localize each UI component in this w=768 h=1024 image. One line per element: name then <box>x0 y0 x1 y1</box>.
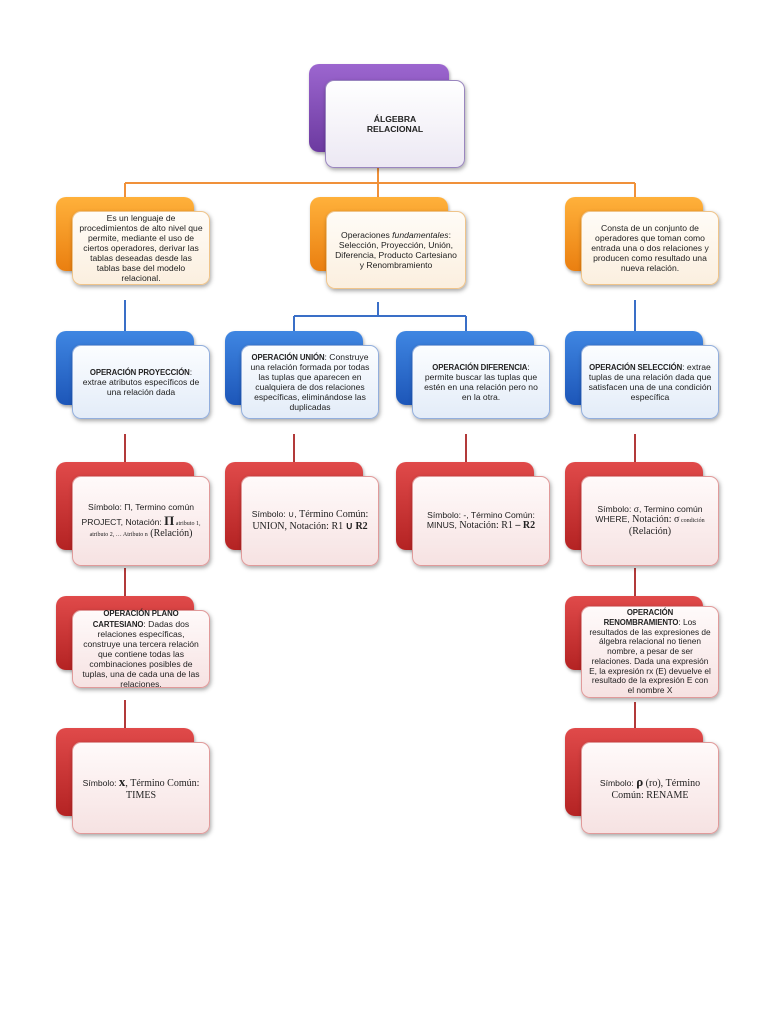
fundamentales-pre: Operaciones <box>341 229 393 240</box>
renombramiento-text: : Los resultados de las expresiones de álgebra relacional no tienen nombre, a pesar de ser relaciones. Dada una expresión E, la expresión rx (E) devuelve el resultado de la expresión E con el nombre X <box>589 616 711 696</box>
title-node-front <box>325 80 465 168</box>
union-notation-bold: ∪ R2 <box>345 521 368 532</box>
fundamentales-text-box <box>326 211 466 289</box>
diferencia-notation-bold: – R2 <box>515 520 536 532</box>
cartesiano-text: : Dadas dos relaciones específicas, construye una tercera relación que contiene todas las combinaciones posibles de tuplas, una de cada una de las relaciones. <box>82 618 200 690</box>
fundamentales-post: : Selección, Proyección, Unión, Diferencia, Producto Cartesiano y Renombramiento <box>335 229 457 271</box>
renombramiento-keyword: OPERACIÓN RENOMBRAMIENTO <box>603 607 679 627</box>
cartesiano-keyword: OPERACIÓN PLANO CARTESIANO <box>92 609 179 629</box>
diferencia-keyword: OPERACIÓN DIFERENCIA <box>432 362 528 372</box>
cartesiano-symbol-box <box>72 742 210 834</box>
seleccion-notation: Notación: σ <box>632 514 680 526</box>
cartesiano-symbol-text: Símbolo: <box>82 778 119 789</box>
union-symbol-box <box>241 476 379 566</box>
renombramiento-symbol-text: Símbolo: <box>599 778 637 789</box>
proyeccion-subscript: atributo 1, atributo 2, … Atributo n <box>89 520 201 538</box>
seleccion-text: : extrae tuplas de una relación dada que satisfacen una de una condición específica <box>588 361 712 403</box>
union-box <box>241 345 379 419</box>
rho-symbol: ρ <box>636 774 644 790</box>
union-text: : Construye una relación formada por todas las tuplas que aparecen en cualquiera de dos relaciones específicas, eliminándose las duplicadas <box>250 351 370 413</box>
renombramiento-box <box>581 606 719 698</box>
renombramiento-symbol-box <box>581 742 719 834</box>
seleccion-relacion: (Relación) <box>628 526 672 538</box>
seleccion-keyword: OPERACIÓN SELECCIÓN <box>589 362 683 372</box>
fundamentales-em: fundamentales <box>392 229 449 240</box>
seleccion-box <box>581 345 719 419</box>
proyeccion-keyword: OPERACIÓN PROYECCIÓN <box>89 367 190 377</box>
title-line1: ÁLGEBRA <box>373 113 417 124</box>
title-line2: RELACIONAL <box>366 124 424 134</box>
diferencia-box <box>412 345 550 419</box>
diferencia-symbol-text: Símbolo: -, Término Común: MINUS, <box>426 510 535 531</box>
times-symbol: x <box>118 774 126 790</box>
renombramiento-common: (ro), Término Común: RENAME <box>611 778 701 801</box>
union-keyword: OPERACIÓN UNIÓN <box>251 352 325 362</box>
proyeccion-box <box>72 345 210 419</box>
diferencia-notation: Notación: R1 <box>459 520 516 532</box>
seleccion-symbol-box <box>581 476 719 566</box>
proyeccion-text: : extrae atributos específicos de una relación dada <box>82 366 200 398</box>
consta-text: Consta de un conjunto de operadores que toman como entrada una o dos relaciones y producen como resultado una nueva relación. <box>581 211 719 285</box>
union-symbol-text: Símbolo: ∪, <box>251 509 300 520</box>
diferencia-symbol-box <box>412 476 550 566</box>
cartesiano-box <box>72 610 210 688</box>
seleccion-symbol-text: Símbolo: σ, Termino común WHERE, <box>595 504 703 525</box>
union-notation: Término Común: UNION, Notación: R1 <box>252 509 369 532</box>
proyeccion-symbol-text: Símbolo: Π, Termino común PROJECT, Notación: <box>81 502 195 527</box>
seleccion-subscript: condición <box>679 518 705 525</box>
cartesiano-common: , Término Común: TIMES <box>125 778 200 801</box>
pi-symbol: Π <box>164 512 175 528</box>
proyeccion-relacion: (Relación) <box>147 527 193 539</box>
diferencia-text: : permite buscar las tuplas que estén en una relación pero no en la otra. <box>424 361 538 403</box>
proyeccion-symbol-box <box>72 476 210 566</box>
definition-text: Es un lenguaje de procedimientos de alto nivel que permite, mediante el uso de ciertos operadores, derivar las tablas deseadas desde las tablas base del modelo relacional. <box>72 211 210 285</box>
